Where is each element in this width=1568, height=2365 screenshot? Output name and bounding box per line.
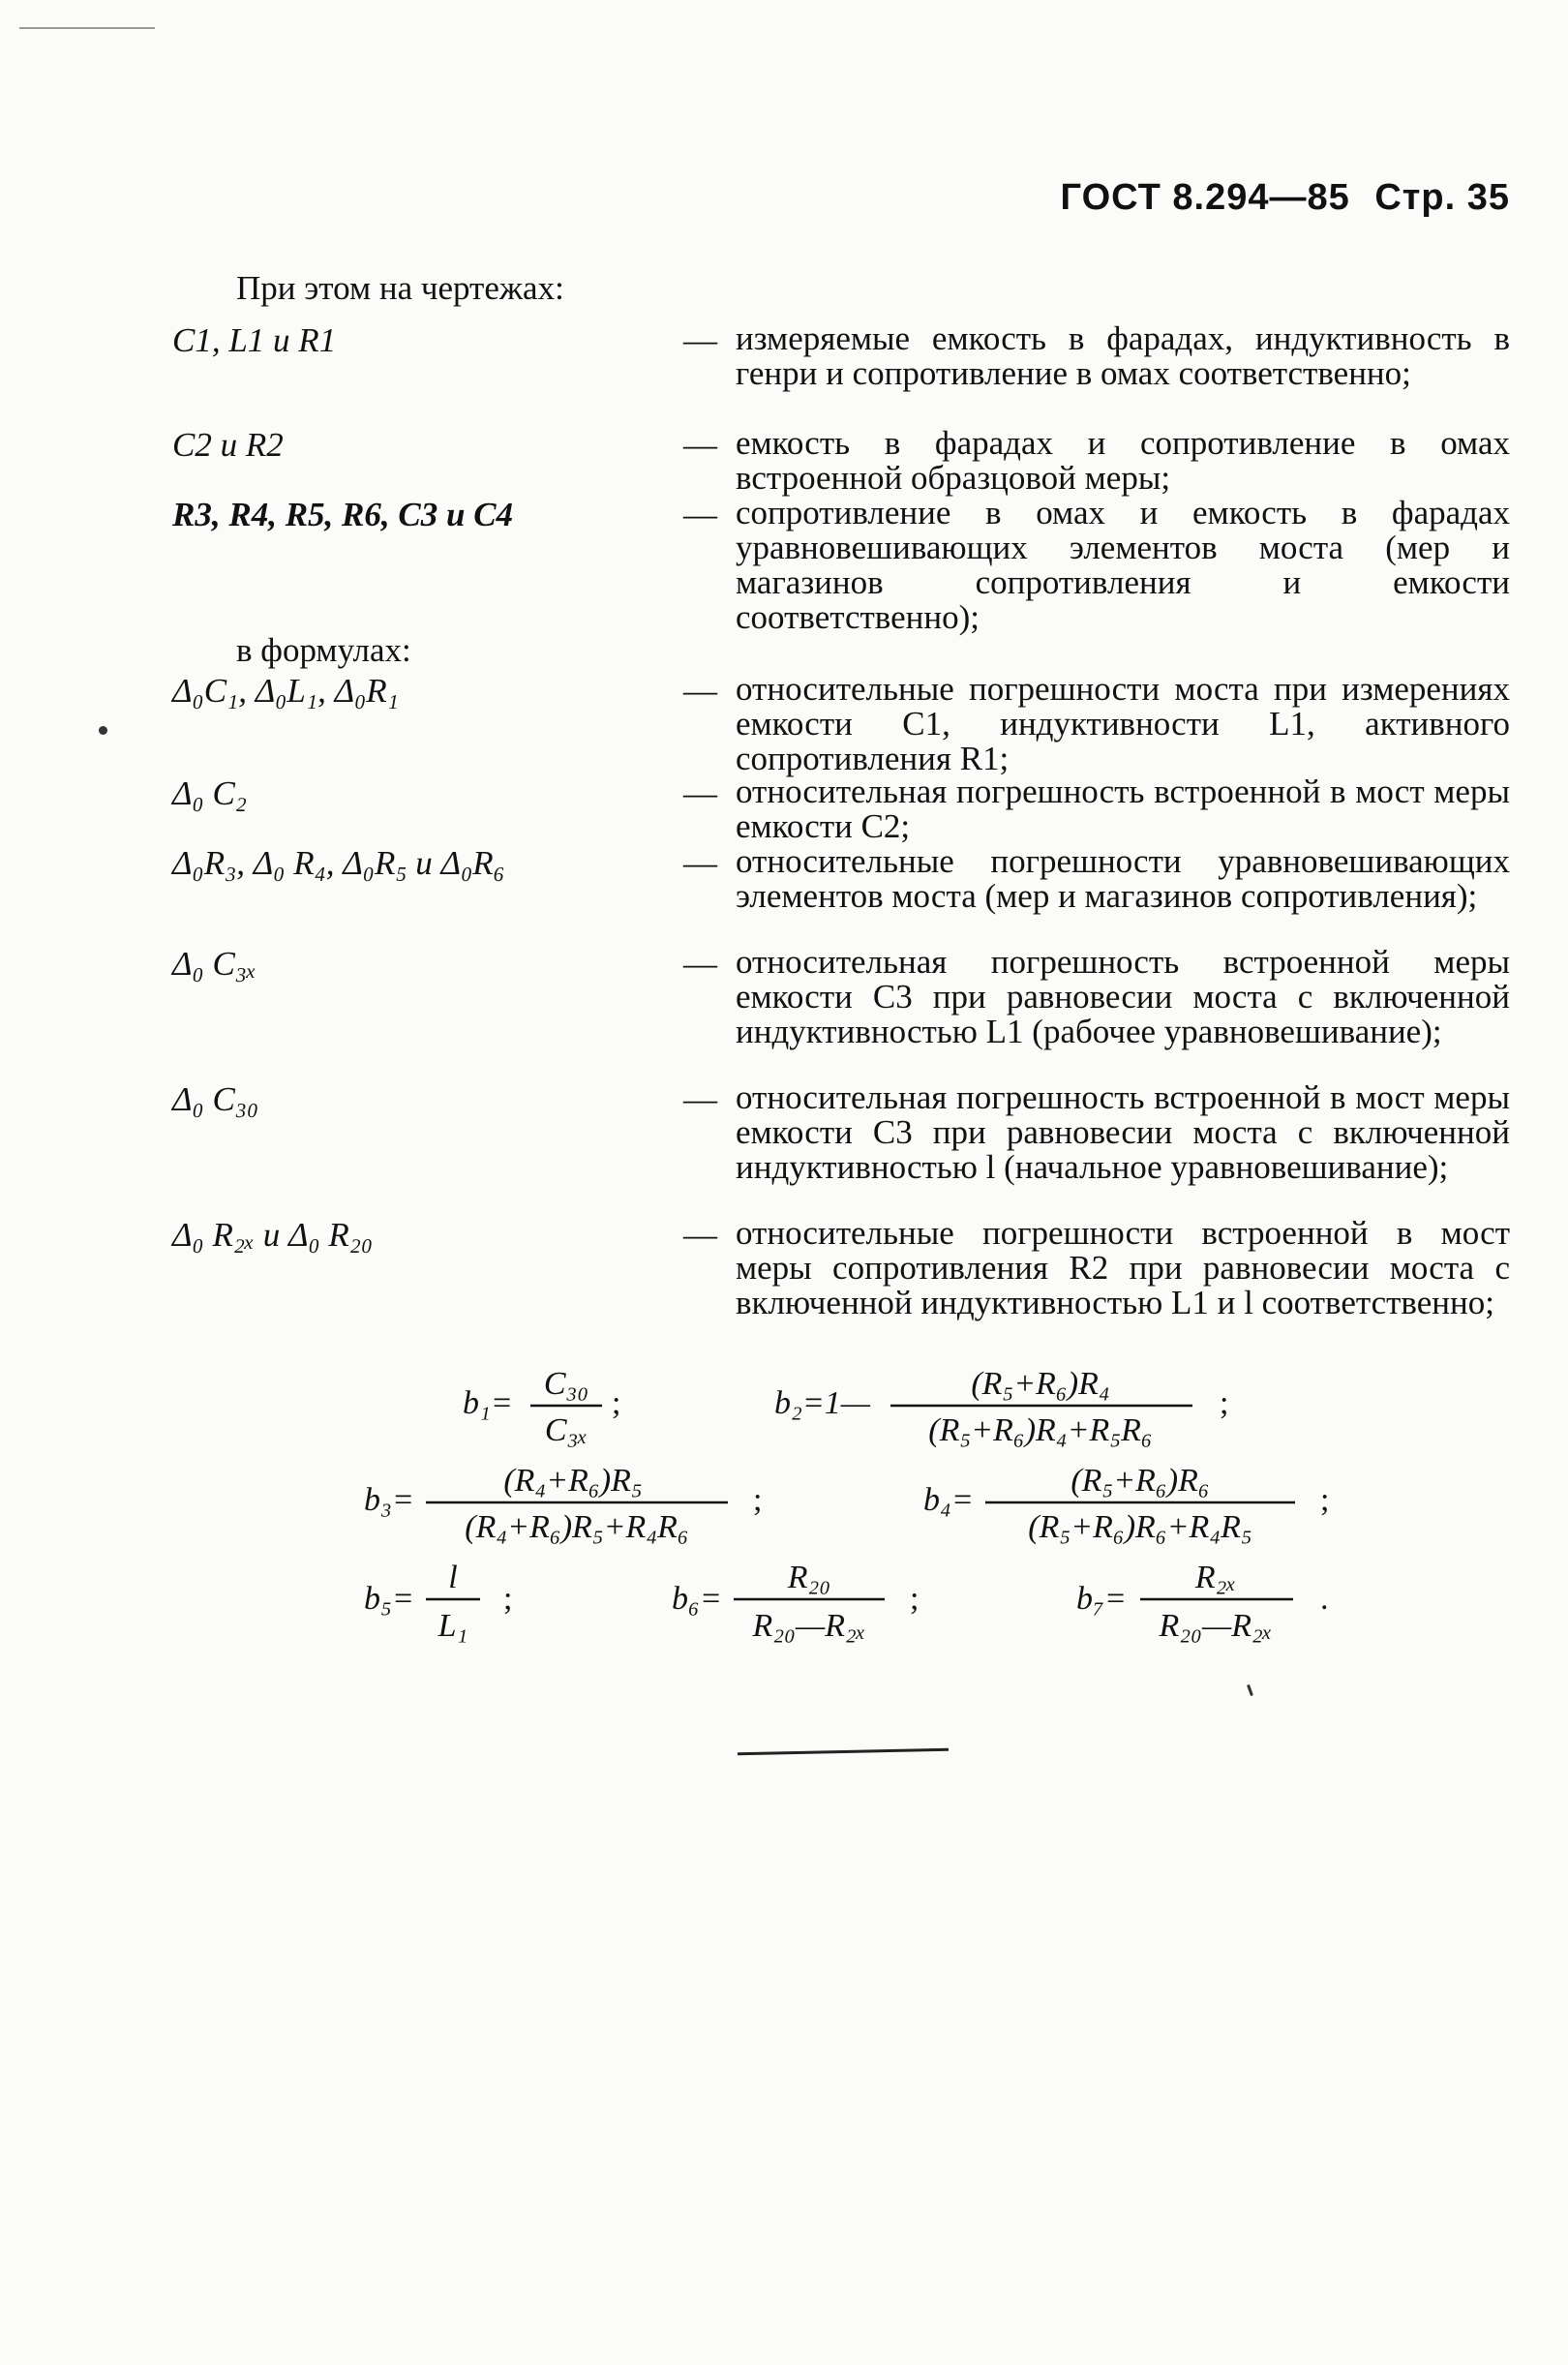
definition-term: R3, R4, R5, R6, C3 и C4 — [172, 496, 514, 533]
scan-speck — [1247, 1684, 1253, 1696]
formula-b5 — [364, 1560, 512, 1644]
definition-term: C1, L1 и R1 — [172, 321, 337, 359]
formula-numerator: (R₄+R₆)R₅ — [503, 1463, 643, 1499]
definition-dash: — — [683, 672, 717, 710]
definition-text: относительная погрешность встроенной в мост меры емкости C2; — [736, 773, 1510, 845]
definition-text: сопротивление в омах и емкость в фарадах уравновешивающих элементов моста (мер и магазинов сопротивления и емкости соответственно); — [736, 494, 1510, 636]
scan-speck — [99, 726, 107, 735]
formula-numerator: (R₅+R₆)R₄ — [971, 1366, 1110, 1402]
definition-term: Δ₀ R₂ₓ и Δ₀ R₂₀ — [172, 1216, 374, 1254]
definition-dash: — — [683, 774, 717, 812]
definition-term: Δ₀ C₂ — [172, 774, 247, 812]
formula-lhs: b₅= — [364, 1581, 414, 1617]
definition-text: емкость в фарадах и сопротивление в омах встроенной образцовой меры; — [736, 424, 1510, 497]
formula-numerator: l — [448, 1560, 458, 1595]
definition-text: относительная погрешность встроенной в мост меры емкости C3 при равновесии моста с включенной индуктивностью l (начальное уравновешивание); — [736, 1078, 1510, 1186]
end-rule — [738, 1748, 949, 1756]
formula-lhs: b₆= — [672, 1581, 722, 1617]
definition-term: Δ₀ C₃₀ — [172, 1080, 259, 1118]
formula-denominator: C₃ₓ — [544, 1412, 588, 1448]
definition-text: относительные погрешности встроенной в мост меры сопротивления R2 при равновесии моста с включенной индуктивностью L1 и l соответственно; — [736, 1214, 1510, 1321]
formula-b1 — [463, 1366, 620, 1448]
formula-lhs: b₇= — [1076, 1581, 1127, 1617]
standard-number: ГОСТ 8.294—85 — [1060, 177, 1350, 218]
definition-dash: — — [683, 844, 717, 882]
page-header — [1047, 177, 1510, 219]
formula-separator: ; — [503, 1581, 513, 1617]
definition-term: Δ₀R₃, Δ₀ R₄, Δ₀R₅ и Δ₀R₆ — [172, 844, 505, 882]
formula-b3 — [364, 1463, 762, 1545]
formula-b6 — [672, 1560, 919, 1644]
formula-lhs: b₁= — [463, 1385, 513, 1421]
definition-dash: — — [683, 1080, 717, 1118]
formula-numerator: R₂ₓ — [1194, 1560, 1237, 1595]
formula-denominator: (R₅+R₆)R₆+R₄R₅ — [1028, 1509, 1252, 1545]
formula-separator: ; — [910, 1581, 920, 1617]
definition-dash: — — [683, 945, 717, 983]
definition-term: C2 и R2 — [172, 426, 284, 464]
definition-dash: — — [683, 426, 717, 464]
definition-term: Δ₀C₁, Δ₀L₁, Δ₀R₁ — [172, 672, 399, 710]
formula-separator: ; — [1220, 1385, 1229, 1421]
definition-term: Δ₀ C₃ₓ — [172, 945, 256, 983]
formula-block — [0, 1355, 1568, 1665]
formula-denominator: R₂₀—R₂ₓ — [752, 1608, 866, 1644]
formula-separator: ; — [612, 1385, 621, 1421]
formula-b7 — [1076, 1560, 1329, 1644]
formula-separator: . — [1320, 1581, 1329, 1617]
formula-denominator: (R₄+R₆)R₅+R₄R₆ — [465, 1509, 689, 1545]
definition-dash: — — [683, 321, 717, 359]
definition-text: относительные погрешности моста при измерениях емкости C1, индуктивности L1, активного сопротивления R1; — [736, 670, 1510, 777]
formula-separator: ; — [1320, 1482, 1330, 1518]
intro-drawings: При этом на чертежах: — [236, 269, 564, 307]
formula-numerator: (R₅+R₆)R₆ — [1070, 1463, 1210, 1499]
definition-dash: — — [683, 1216, 717, 1254]
formula-b2 — [774, 1366, 1228, 1448]
formula-lhs: b₄= — [923, 1482, 974, 1518]
page-number: Стр. 35 — [1374, 177, 1510, 218]
formula-lhs: b₃= — [364, 1482, 414, 1518]
formula-lhs: b₂=1— — [774, 1385, 870, 1421]
definition-text: относительные погрешности уравновешивающих элементов моста (мер и магазинов сопротивления); — [736, 842, 1510, 915]
definition-dash: — — [683, 496, 717, 533]
formula-numerator: C₃₀ — [543, 1366, 589, 1402]
intro-formulas: в формулах: — [236, 631, 411, 669]
formula-denominator: (R₅+R₆)R₄+R₅R₆ — [928, 1412, 1153, 1448]
formula-numerator: R₂₀ — [787, 1560, 831, 1595]
scan-speck — [19, 27, 155, 29]
formula-denominator: L₁ — [437, 1608, 468, 1644]
definition-text: относительная погрешность встроенной меры емкости C3 при равновесии моста с включенной индуктивностью L1 (рабочее уравновешивание); — [736, 943, 1510, 1050]
definition-text: измеряемые емкость в фарадах, индуктивность в генри и сопротивление в омах соответственно; — [736, 319, 1510, 392]
formula-denominator: R₂₀—R₂ₓ — [1159, 1608, 1273, 1644]
formula-b4 — [923, 1463, 1329, 1545]
formula-separator: ; — [753, 1482, 763, 1518]
